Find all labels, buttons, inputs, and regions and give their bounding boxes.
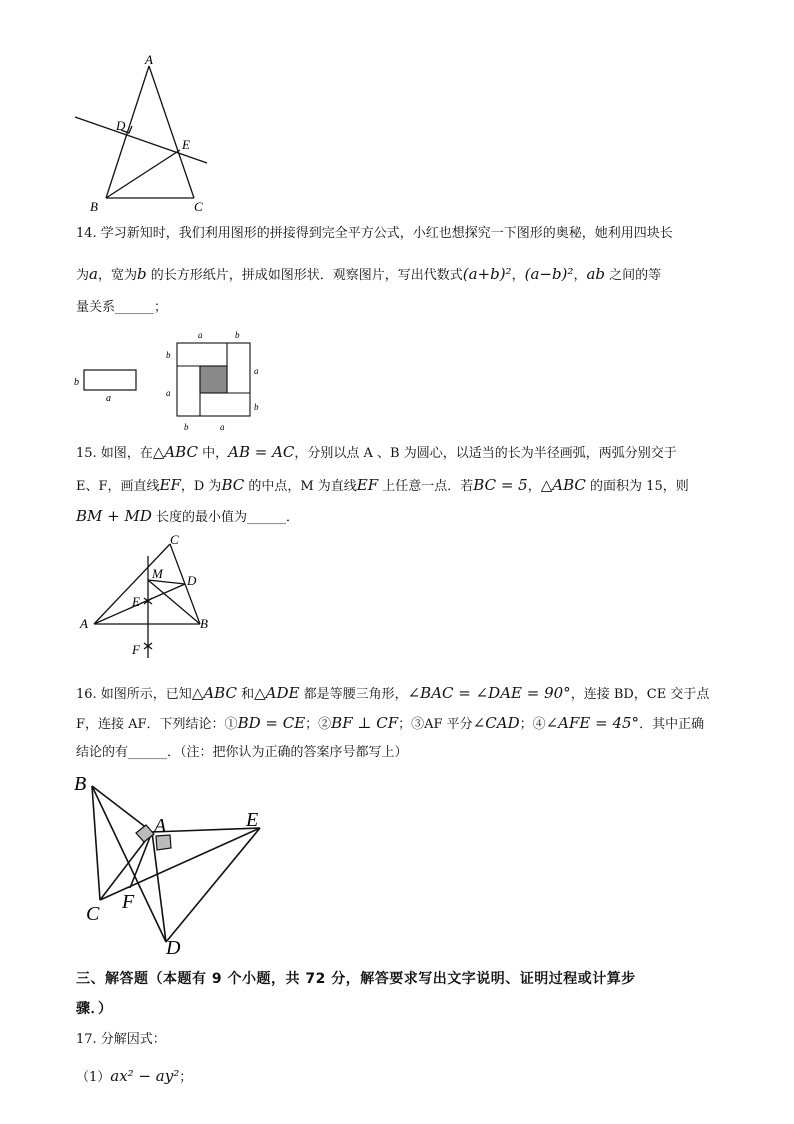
item-number: （1） bbox=[76, 1070, 111, 1085]
q16-text: 16. 如图所示，已知 bbox=[76, 687, 192, 702]
q15-text: 15. 如图，在 bbox=[76, 446, 153, 461]
figure-q16 bbox=[70, 770, 270, 960]
triangle-abc: △ABC bbox=[191, 684, 237, 702]
eq-ab-ac: AB = AC bbox=[228, 443, 295, 461]
label-bottom-a: a bbox=[220, 422, 225, 432]
bc-equals-5: BC = 5 bbox=[473, 476, 528, 494]
label-a: A bbox=[145, 52, 153, 67]
triangle-abc: △ABC bbox=[152, 443, 198, 461]
label-f: F bbox=[122, 891, 135, 913]
segment-bc: BC bbox=[221, 476, 245, 494]
q14-line2 bbox=[76, 264, 661, 286]
q15-text: ，D 为 bbox=[180, 479, 222, 494]
q16-text: ；③AF 平分 bbox=[398, 717, 473, 732]
q16-text: ；④ bbox=[519, 717, 546, 732]
expr-bm-md: BM + MD bbox=[76, 507, 152, 525]
expr-a-minus-b-squared: (a−b)² bbox=[524, 265, 574, 283]
label-a: A bbox=[154, 815, 167, 837]
q15-text: 中， bbox=[197, 446, 229, 461]
q16-line3: 结论的有______．（注：把你认为正确的答案序号都写上） bbox=[76, 745, 408, 760]
label-e: E bbox=[132, 594, 140, 609]
label-top-b: b bbox=[235, 330, 240, 340]
q15-text: 的面积为 15，则 bbox=[585, 479, 689, 494]
label-d: D bbox=[166, 937, 181, 959]
conclusion-1: BD = CE bbox=[237, 714, 306, 732]
q16-text: ；② bbox=[305, 717, 332, 732]
q14-line1: 14. 学习新知时，我们利用图形的拼接得到完全平方公式，小红也想探究一下图形的奥秘，她利用四块长 bbox=[76, 226, 673, 241]
label-rect-a: a bbox=[106, 393, 111, 404]
q15-text: ， bbox=[527, 479, 541, 494]
section-heading-line1: 三、解答题（本题有 9 个小题，共 72 分，解答要求写出文字说明、证明过程或计算步 bbox=[76, 971, 636, 987]
label-a: A bbox=[80, 616, 88, 631]
q14-text: ，宽为 bbox=[97, 268, 137, 283]
figure-rectangle-ab bbox=[72, 365, 142, 405]
label-left-b: b bbox=[166, 350, 171, 360]
q15-text: E、F，画直线 bbox=[76, 479, 160, 494]
figure-q15 bbox=[74, 532, 224, 662]
q15-text: ，分别以点 A 、B 为圆心，以适当的长为半径画弧，两弧分别交于 bbox=[294, 446, 677, 461]
section-heading-line2: 骤．） bbox=[76, 1001, 113, 1017]
q17-item1 bbox=[76, 1066, 192, 1088]
q14-sep: ， bbox=[573, 268, 587, 283]
var-b: b bbox=[136, 265, 147, 283]
label-d: D bbox=[187, 573, 197, 588]
q16-text: ，连接 BD，CE 交于点 bbox=[570, 687, 710, 702]
q16-line1 bbox=[76, 683, 709, 705]
q15-text: 上任意一点．若 bbox=[378, 479, 474, 494]
q17-title: 17. 分解因式： bbox=[76, 1032, 166, 1047]
label-b: B bbox=[200, 616, 208, 631]
q16-text: 都是等腰三角形， bbox=[299, 687, 408, 702]
q14-sep: ， bbox=[511, 268, 525, 283]
q16-line2 bbox=[76, 713, 704, 735]
label-b: B bbox=[74, 773, 87, 795]
conclusion-3: ∠CAD bbox=[472, 714, 520, 732]
var-a: a bbox=[89, 265, 98, 283]
angle-equation: ∠BAC = ∠DAE = 90° bbox=[407, 684, 571, 702]
label-c: C bbox=[170, 532, 179, 547]
label-right-a: a bbox=[254, 366, 259, 376]
label-d: D bbox=[116, 118, 126, 133]
q14-text: 之间的等 bbox=[605, 268, 662, 283]
q16-text: 和 bbox=[236, 687, 255, 702]
triangle-ade: △ADE bbox=[254, 684, 300, 702]
label-c: C bbox=[86, 903, 100, 925]
item-end: ； bbox=[179, 1070, 193, 1085]
label-b: B bbox=[90, 199, 98, 214]
label-left-a: a bbox=[166, 388, 171, 398]
label-f: F bbox=[132, 642, 140, 657]
q15-line1 bbox=[76, 442, 677, 464]
q15-text: 长度的最小值为______． bbox=[151, 510, 300, 525]
label-e: E bbox=[246, 809, 259, 831]
label-c: C bbox=[194, 199, 203, 214]
expr-ab: ab bbox=[586, 265, 605, 283]
label-m: M bbox=[152, 566, 163, 581]
line-ef: EF bbox=[159, 476, 181, 494]
label-rect-b: b bbox=[74, 377, 79, 388]
q15-text: 的中点，M 为直线 bbox=[244, 479, 357, 494]
expr-a-plus-b-squared: (a+b)² bbox=[462, 265, 512, 283]
q14-text: 为 bbox=[76, 268, 90, 283]
label-right-b: b bbox=[254, 402, 259, 412]
label-bottom-b: b bbox=[184, 422, 189, 432]
figure-triangle-abc-q13 bbox=[70, 50, 220, 220]
expr-ax2-ay2: ax² − ay² bbox=[110, 1067, 180, 1085]
conclusion-4: ∠AFE = 45° bbox=[545, 714, 640, 732]
line-ef: EF bbox=[356, 476, 379, 494]
q15-line2 bbox=[76, 475, 689, 497]
q14-line3: 量关系______； bbox=[76, 300, 168, 315]
q14-text: 的长方形纸片，拼成如图形状．观察图片，写出代数式 bbox=[146, 268, 463, 283]
conclusion-2: BF ⊥ CF bbox=[331, 714, 399, 732]
q16-text: ．其中正确 bbox=[639, 717, 705, 732]
q16-text: F，连接 AF．下列结论：① bbox=[76, 717, 238, 732]
label-top-a: a bbox=[198, 330, 203, 340]
figure-square-arrangement bbox=[160, 326, 270, 434]
label-e: E bbox=[182, 137, 190, 152]
triangle-abc: △ABC bbox=[540, 476, 586, 494]
q15-line3 bbox=[76, 506, 299, 528]
